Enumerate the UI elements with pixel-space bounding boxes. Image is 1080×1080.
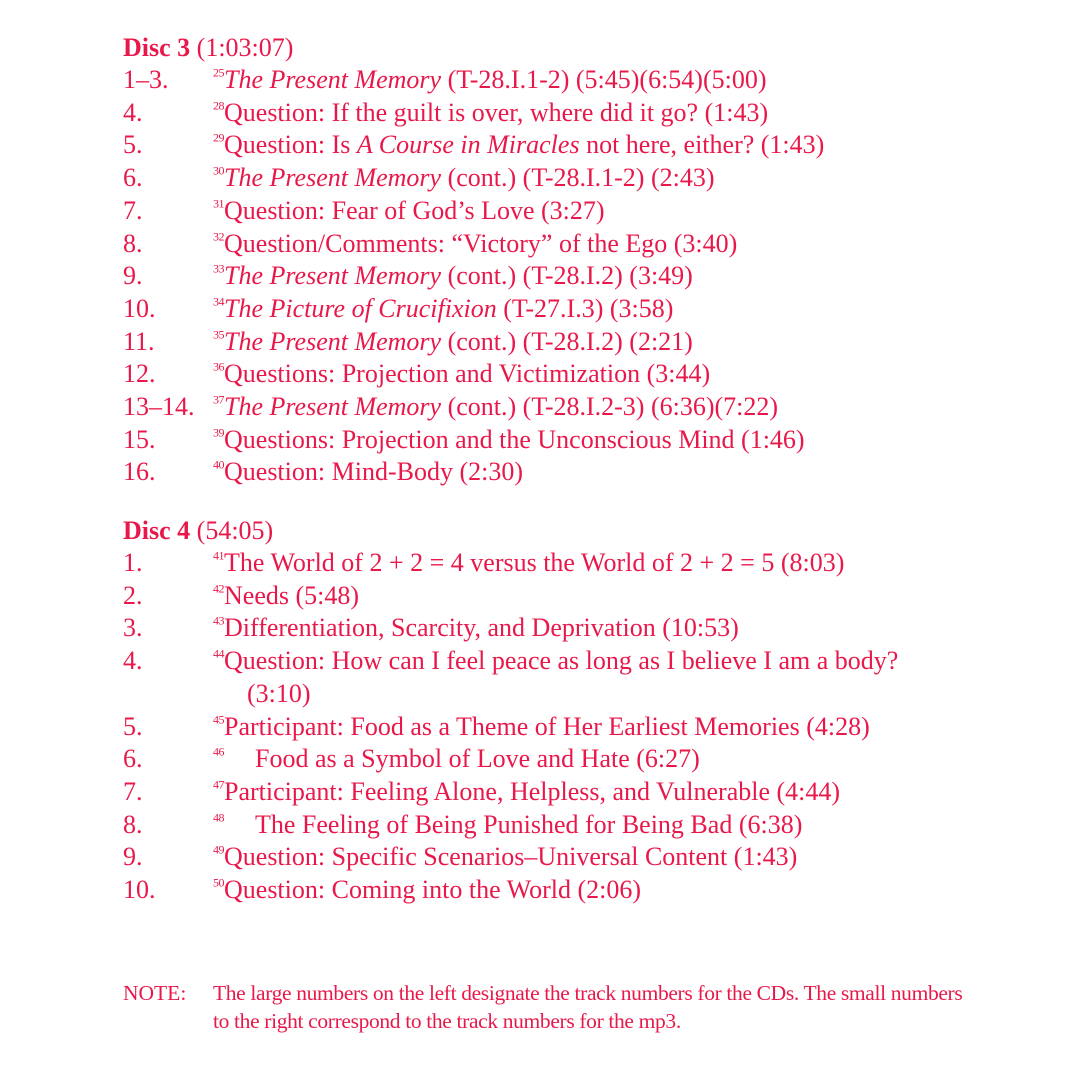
- track-title: Question: Fear of God’s Love (3:27): [224, 195, 605, 225]
- disc-3-heading: [123, 31, 1023, 64]
- track-title-italic: A Course in Miracles: [356, 130, 580, 160]
- track-title: The Picture of Crucifixion: [224, 293, 497, 323]
- track-row: [123, 580, 1023, 613]
- track-title: Question: Mind-Body (2:30): [224, 457, 523, 487]
- mp3-track-number: 34: [213, 294, 224, 309]
- track-title: Questions: Projection and Victimization (3:44): [224, 359, 711, 389]
- cd-track-number: 16.: [123, 457, 156, 487]
- track-row: [123, 391, 1023, 424]
- track-row: [123, 293, 1023, 326]
- footnote: [123, 979, 983, 1035]
- track-row: [123, 162, 1023, 195]
- track-row: [123, 711, 1023, 744]
- note-label: NOTE:: [123, 981, 187, 1005]
- mp3-track-number: 33: [213, 261, 224, 276]
- mp3-track-number: 30: [213, 163, 224, 178]
- cd-track-number: 11.: [123, 326, 155, 356]
- track-details: (cont.) (T-28.I.1-2) (2:43): [441, 163, 715, 193]
- cd-track-number: 8.: [123, 809, 143, 839]
- cd-track-number: 1.: [123, 548, 143, 577]
- track-title-continuation: (3:10): [247, 678, 311, 708]
- track-row: [123, 260, 1023, 293]
- cd-track-number: 13–14.: [123, 392, 195, 422]
- cd-track-number: 1–3.: [123, 65, 169, 94]
- disc-4-duration: (54:05): [196, 516, 274, 545]
- track-title: Participant: Food as a Theme of Her Earliest Memories (4:28): [224, 711, 870, 741]
- track-row: [123, 228, 1023, 261]
- track-title: Food as a Symbol of Love and Hate (6:27): [255, 744, 700, 774]
- track-row: [123, 64, 1023, 97]
- track-row: [123, 326, 1023, 359]
- disc-4-heading: [123, 514, 1023, 547]
- track-row: [123, 129, 1023, 162]
- track-row: [123, 456, 1023, 489]
- mp3-track-number: 36: [213, 359, 224, 374]
- track-title: The Present Memory: [224, 261, 442, 291]
- disc-4-title: Disc 4: [123, 516, 191, 545]
- cd-track-number: 8.: [123, 228, 143, 258]
- track-title: Question/Comments: “Victory” of the Ego (3:40): [224, 228, 738, 258]
- track-row: [123, 97, 1023, 130]
- track-title: Questions: Projection and the Unconscious Mind (1:46): [224, 424, 805, 454]
- cd-track-number: 4.: [123, 97, 143, 127]
- cd-track-number: 6.: [123, 163, 143, 193]
- disc-4-section: [123, 514, 1023, 907]
- track-details: (cont.) (T-28.I.2) (2:21): [441, 326, 693, 356]
- mp3-track-number: 25: [213, 65, 224, 80]
- cd-track-number: 7.: [123, 776, 143, 806]
- track-title: The Present Memory: [224, 65, 442, 94]
- track-row: [123, 841, 1023, 874]
- track-title: The Present Memory: [224, 392, 442, 422]
- track-title: The Present Memory: [224, 163, 442, 193]
- cd-track-number: 2.: [123, 580, 143, 610]
- cd-track-number: 12.: [123, 359, 156, 389]
- track-title: Participant: Feeling Alone, Helpless, and Vulnerable (4:44): [224, 776, 841, 806]
- track-title: Needs (5:48): [224, 580, 360, 610]
- track-details: (cont.) (T-28.I.2-3) (6:36)(7:22): [441, 392, 779, 422]
- track-details: (T-27.I.3) (3:58): [496, 293, 674, 323]
- mp3-track-number: 47: [213, 777, 224, 792]
- mp3-track-number: 41: [213, 548, 224, 563]
- track-row: [123, 547, 1023, 580]
- cd-track-number: 5.: [123, 130, 143, 160]
- cd-track-number: 5.: [123, 711, 143, 741]
- cd-track-number: 3.: [123, 613, 143, 643]
- cd-track-number: 4.: [123, 646, 143, 676]
- mp3-track-number: 50: [213, 875, 224, 890]
- cd-track-number: 10.: [123, 875, 156, 905]
- mp3-track-number: 29: [213, 131, 224, 146]
- mp3-track-number: 44: [213, 646, 224, 661]
- track-title: Differentiation, Scarcity, and Deprivation (10:53): [224, 613, 739, 643]
- note-text: The large numbers on the left designate the track numbers for the CDs. The small numbers to the right correspond to the track numbers for the mp3.: [213, 981, 963, 1033]
- mp3-track-number: 42: [213, 581, 224, 596]
- track-row: [123, 874, 1023, 907]
- mp3-track-number: 31: [213, 196, 224, 211]
- track-row: [123, 743, 1023, 776]
- mp3-track-number: 46: [213, 744, 224, 759]
- track-title: Question: Is: [224, 130, 357, 160]
- cd-track-number: 10.: [123, 293, 156, 323]
- cd-track-number: 15.: [123, 424, 156, 454]
- track-title: Question: Specific Scenarios–Universal Content (1:43): [224, 842, 798, 872]
- cd-track-number: 7.: [123, 195, 143, 225]
- track-row: [123, 612, 1023, 645]
- track-row: [123, 358, 1023, 391]
- mp3-track-number: 39: [213, 425, 224, 440]
- track-row: [123, 809, 1023, 842]
- track-title: Question: How can I feel peace as long as I believe I am a body?: [224, 646, 899, 676]
- mp3-track-number: 45: [213, 712, 224, 727]
- mp3-track-number: 48: [213, 810, 224, 825]
- disc-3-title: Disc 3: [123, 33, 191, 62]
- mp3-track-number: 40: [213, 458, 224, 473]
- track-details: (cont.) (T-28.I.2) (3:49): [441, 261, 693, 291]
- track-row: [123, 645, 1023, 710]
- mp3-track-number: 43: [213, 614, 224, 629]
- cd-track-number: 9.: [123, 261, 143, 291]
- track-title: Question: Coming into the World (2:06): [224, 875, 642, 905]
- mp3-track-number: 28: [213, 98, 224, 113]
- track-title: The Present Memory: [224, 326, 442, 356]
- track-title: The Feeling of Being Punished for Being Bad (6:38): [255, 809, 803, 839]
- track-title: The World of 2 + 2 = 4 versus the World of 2 + 2 = 5 (8:03): [224, 548, 845, 577]
- mp3-track-number: 37: [213, 392, 224, 407]
- mp3-track-number: 49: [213, 842, 224, 857]
- track-details: (T-28.I.1-2) (5:45)(6:54)(5:00): [441, 65, 767, 94]
- disc-3-duration: (1:03:07): [196, 33, 294, 62]
- track-row: [123, 776, 1023, 809]
- disc-3-section: [123, 31, 1023, 489]
- cd-track-number: 6.: [123, 744, 143, 774]
- track-row: [123, 195, 1023, 228]
- mp3-track-number: 35: [213, 327, 224, 342]
- track-title: Question: If the guilt is over, where did it go? (1:43): [224, 97, 769, 127]
- track-details: not here, either? (1:43): [579, 130, 825, 160]
- mp3-track-number: 32: [213, 229, 224, 244]
- cd-track-number: 9.: [123, 842, 143, 872]
- track-row: [123, 424, 1023, 457]
